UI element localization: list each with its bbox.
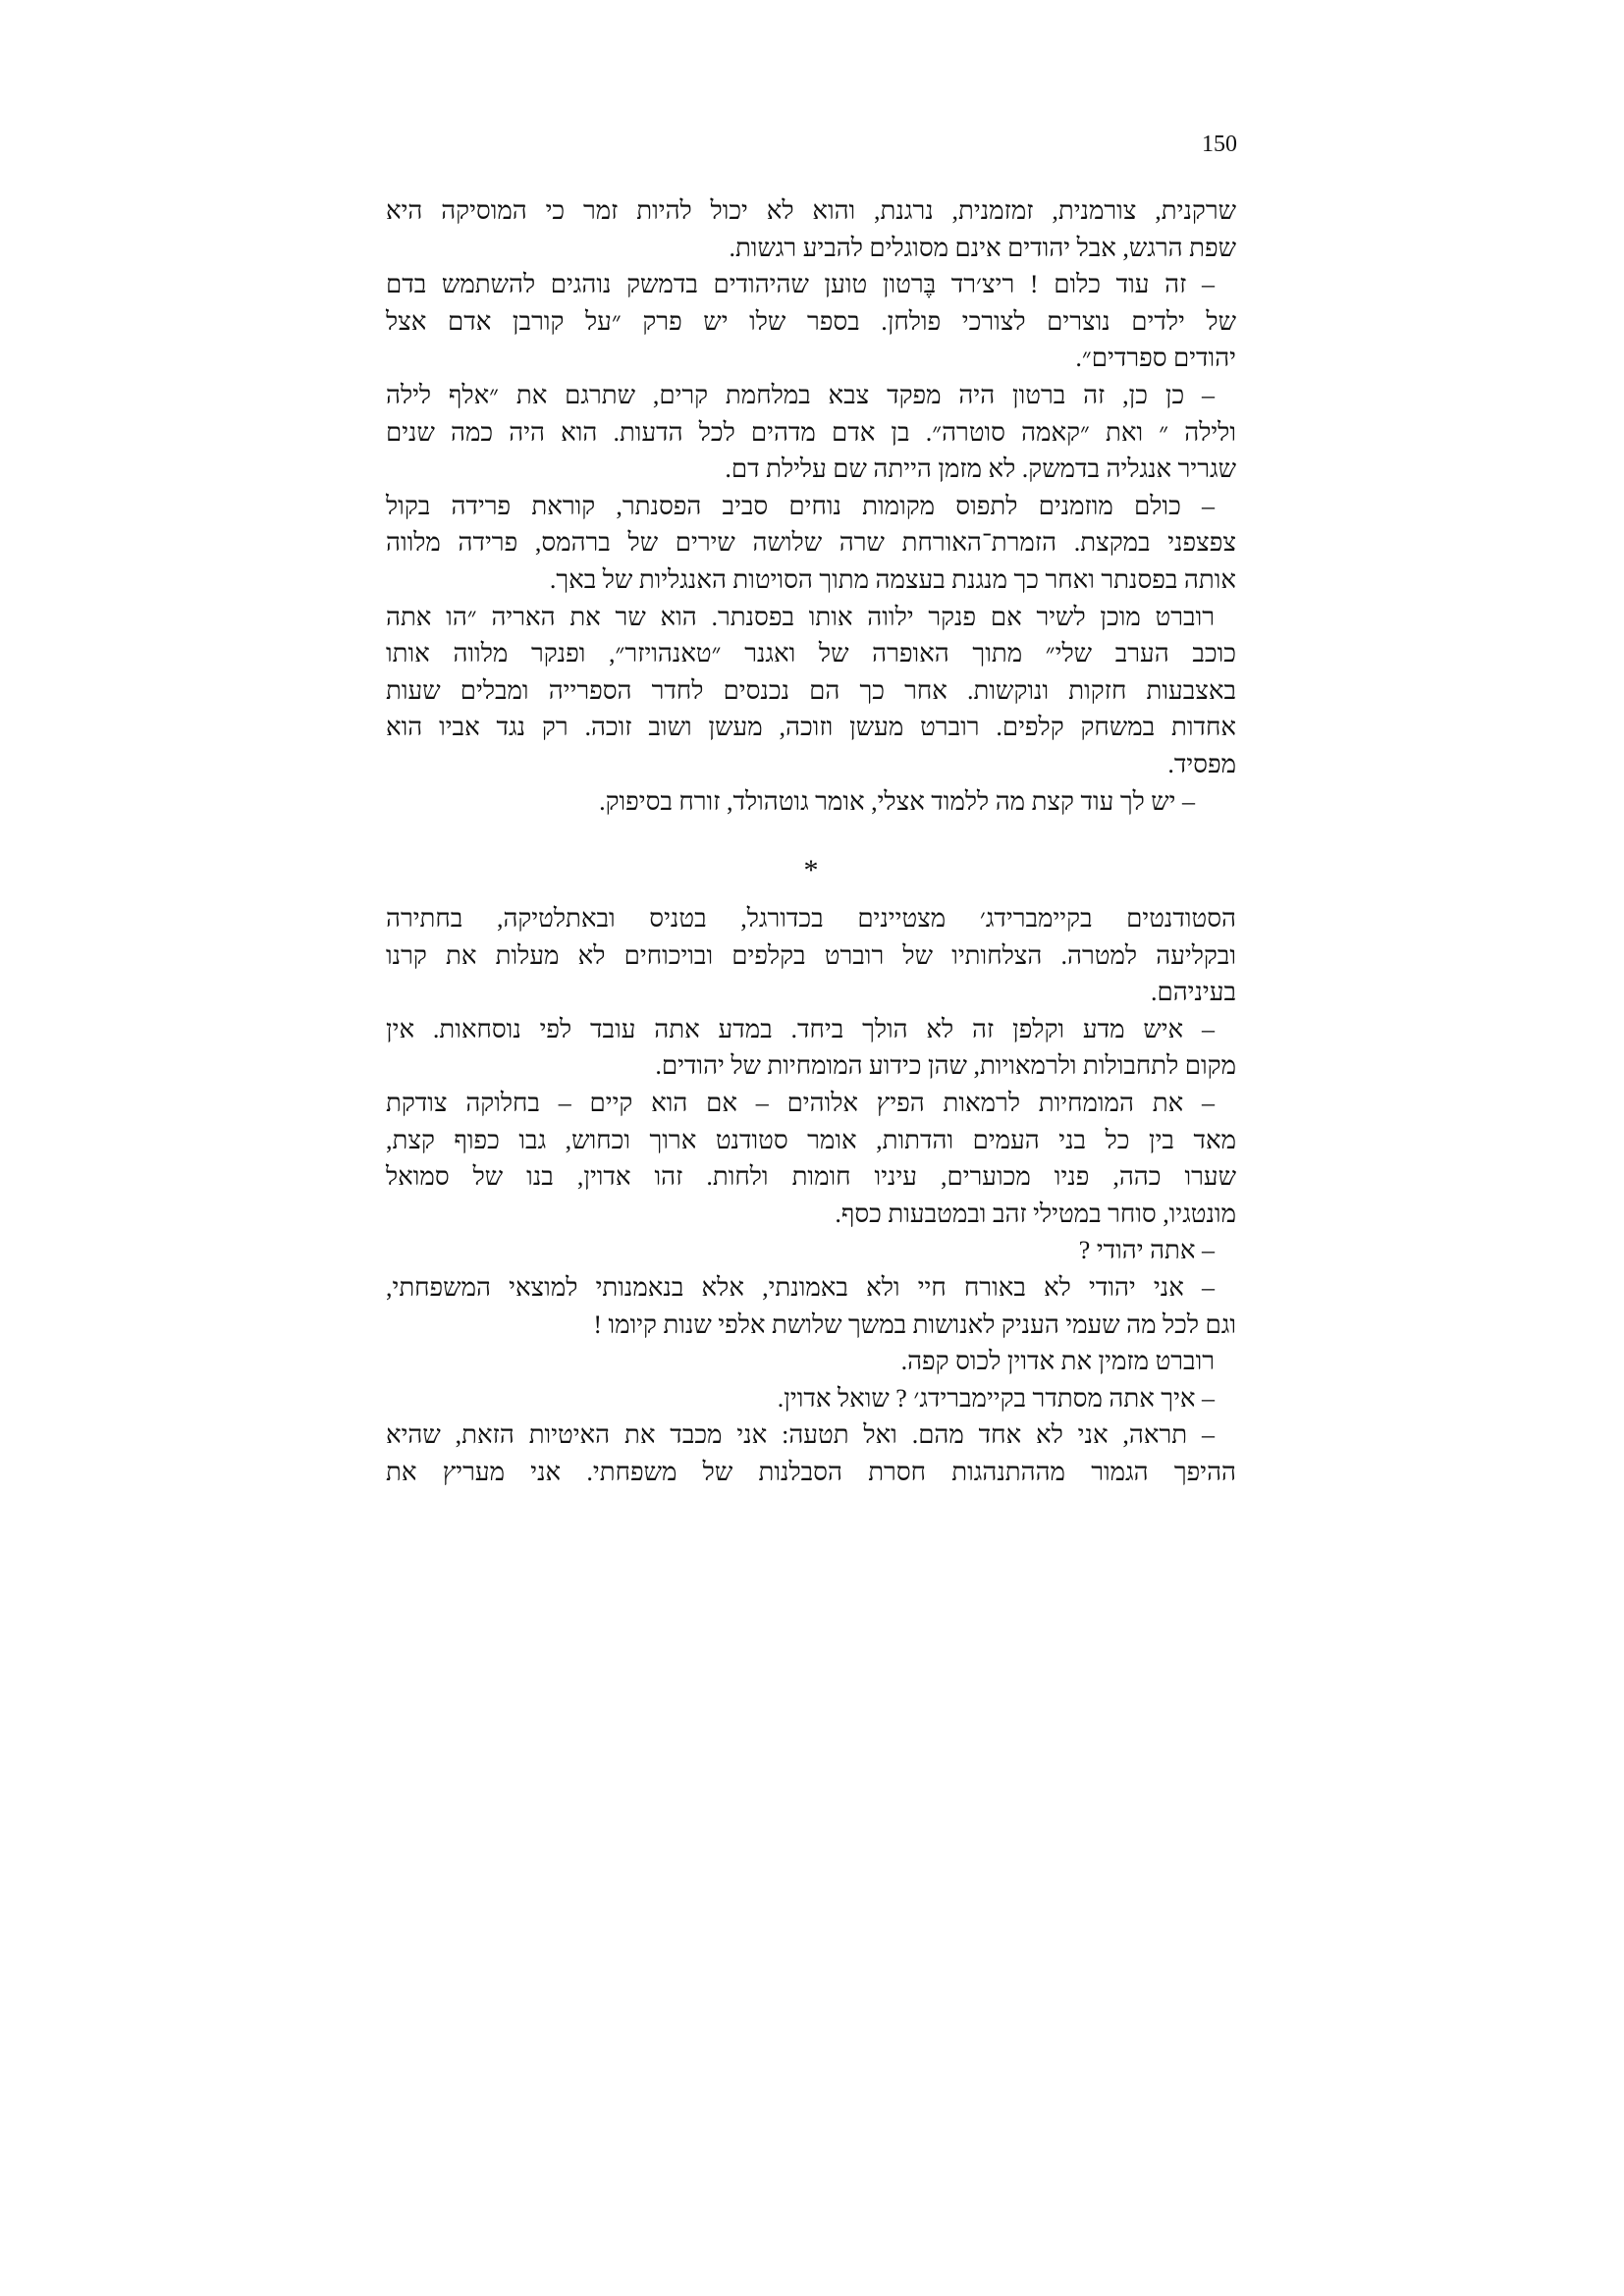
text-line: שערו כהה, פניו מכוערים, עיניו חומות ולחות. זהו אדוין, בנו של סמואל — [386, 1162, 1236, 1192]
text-line: – אני יהודי לא באורח חיי ולא באמונתי, אלא בנאמנותי למוצאי המשפחתי, — [386, 1273, 1215, 1303]
text-line: כוכב הערב שלי״ מתוך האופרה של ואגנר ״טאנהויזר״, ופנקר מלווה אותו — [386, 639, 1236, 668]
paragraph — [386, 1232, 1236, 1269]
paragraph — [386, 1085, 1236, 1232]
text-line: – כולם מוזמנים לתפוס מקומות נוחים סביב הפסנתר, קוראת פרידה בקול — [386, 491, 1215, 520]
text-line: שפת הרגש, אבל יהודים אינם מסוגלים להביע רגשות. — [729, 233, 1236, 262]
text-line: – זה עוד כלום ! ריצ׳רד בֶּרטון טוען שהיהודים בדמשק נוהגים להשתמש בדם — [386, 270, 1215, 299]
text-line: מונטגיו, סוחר במטילי זהב ובמטבעות כסף. — [835, 1199, 1236, 1228]
text-line: – כן כן, זה ברטון היה מפקד צבא במלחמת קרים, שתרגם את ״אלף לילה — [386, 380, 1215, 409]
paragraph — [386, 488, 1236, 599]
section-separator: * — [803, 854, 819, 887]
spacer — [386, 820, 1236, 841]
text-line: – את המומחיות לרמאות הפיץ אלוהים – אם הוא קיים – בחלוקה צודקת — [386, 1089, 1215, 1118]
paragraph — [386, 1343, 1236, 1380]
text-line: באצבעות חזקות ונוקשות. אחר כך הם נכנסים לחדר הספרייה ומבלים שעות — [386, 675, 1236, 705]
text-line: – יש לך עוד קצת מה ללמוד אצלי, אומר גוטהולד, זורח בסיפוק. — [599, 786, 1195, 816]
text-line: – אתה יהודי ? — [1078, 1236, 1215, 1265]
text-line: וגם לכל מה שעמי העניק לאנושות במשך שלושת אלפי שנות קיומו ! — [593, 1309, 1236, 1339]
page-number: 150 — [1202, 132, 1237, 157]
text-line: שגריר אנגליה בדמשק. לא מזמן הייתה שם עלילת דם. — [725, 454, 1236, 484]
text-line: ההיפך הגמור מההתנהגות חסרת הסבלנות של משפחתי. אני מעריץ את — [386, 1458, 1236, 1486]
text-line: – איך אתה מסתדר בקיימברידג׳ ? שואל אדוין. — [777, 1383, 1215, 1413]
text-line: אחדות במשחק קלפים. רוברט מעשן וזוכה, מעשן ושוב זוכה. רק נגד אביו הוא — [386, 713, 1236, 742]
text-line: מפסיד. — [1167, 749, 1236, 778]
paragraph — [386, 266, 1236, 377]
paragraph — [386, 1416, 1236, 1490]
text-line: – איש מדע וקלפן זה לא הולך ביחד. במדע אתה עובד לפי נוסחאות. אין — [386, 1014, 1215, 1043]
text-line: ובקליעה למטרה. הצלחותיו של רוברט בקלפים ובויכוחים לא מעלות את קרנו — [386, 940, 1236, 970]
paragraph — [386, 900, 1236, 1011]
paragraph — [386, 1269, 1236, 1343]
text-line: יהודים ספרדים״. — [1075, 344, 1236, 373]
text-line: – תראה, אני לא אחד מהם. ואל תטעה: אני מכבד את האיטיות הזאת, שהיא — [386, 1420, 1215, 1450]
text-line: מאד בין כל בני העמים והדתות, אומר סטודנט ארוך וכחוש, גבו כפוף קצת, — [386, 1125, 1236, 1154]
text-line: הסטודנטים בקיימברידג׳ מצטיינים בכדורגל, בטניס ובאתלטיקה, בחתירה — [386, 904, 1236, 934]
text-line: מקום לתחבולות ולרמאויות, שהן כידוע המומחיות של יהודים. — [655, 1051, 1236, 1081]
paragraph — [386, 377, 1236, 488]
text-line: רוברט מוכן לשיר אם פנקר ילווה אותו בפסנתר. הוא שר את האריה ״הו אתה — [386, 602, 1215, 631]
paragraph — [386, 783, 1236, 821]
paragraph — [386, 1380, 1236, 1417]
text-line: ולילה ״ ואת ״קאמה סוטרה״. בן אדם מדהים לכל הדעות. הוא היה כמה שנים — [386, 417, 1236, 447]
paragraph — [386, 1011, 1236, 1085]
paragraph — [386, 192, 1236, 266]
text-line: של ילדים נוצרים לצורכי פולחן. בספר שלו יש פרק ״על קורבן אדם אצל — [386, 306, 1236, 336]
text-line: אותה בפסנתר ואחר כך מנגנת בעצמה מתוך הסויטות האנגליות של באך. — [549, 564, 1236, 594]
text-line: רוברט מזמין את אדוין לכוס קפה. — [900, 1347, 1215, 1376]
body-text — [386, 192, 1236, 1491]
paragraph — [386, 599, 1236, 783]
text-line: צפצפני במקצת. הזמרת־האורחת שרה שלושה שירים של ברהמס, פרידה מלווה — [386, 528, 1236, 558]
text-line: שרקנית, צורמנית, זמזמנית, נרגנת, והוא לא יכול להיות זמר כי המוסיקה היא — [386, 196, 1236, 225]
text-line: בעיניהם. — [1150, 978, 1236, 1007]
